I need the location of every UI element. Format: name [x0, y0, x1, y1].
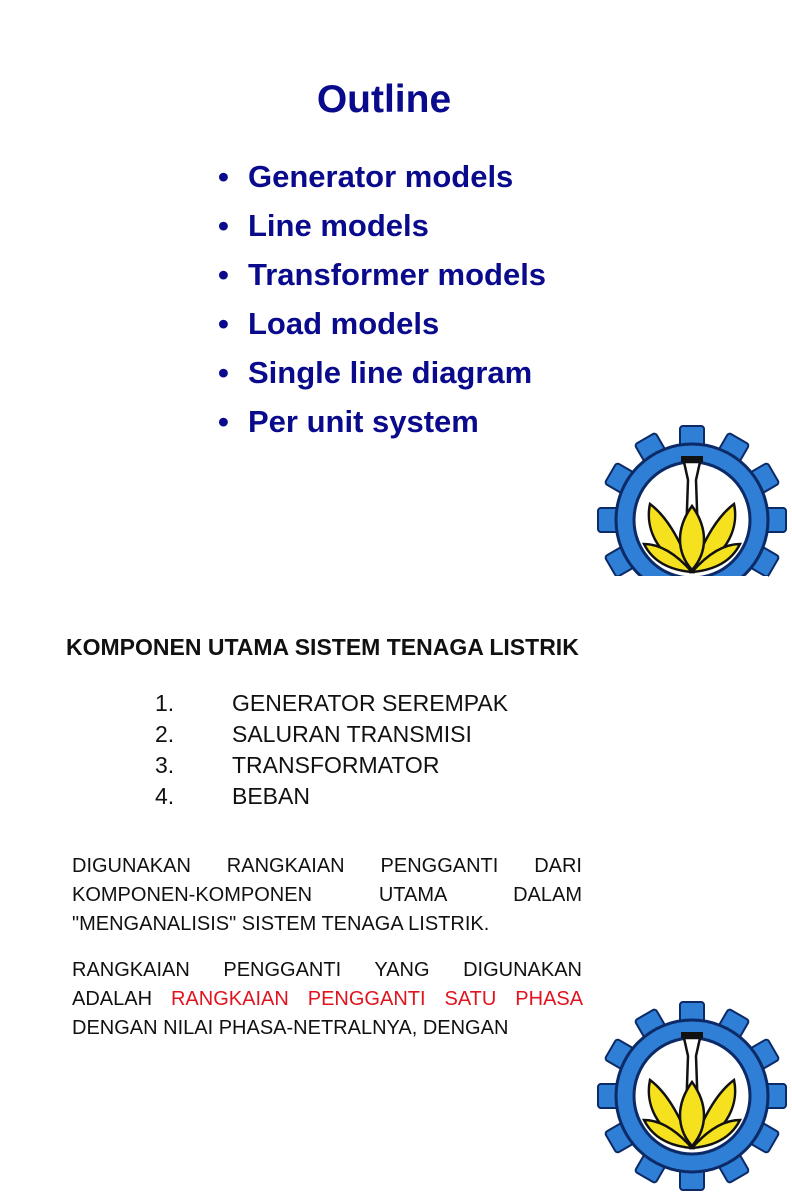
- list-item: 2. SALURAN TRANSMISI: [155, 721, 472, 747]
- its-logo-icon: [592, 996, 792, 1196]
- paragraph-equivalent-circuit: RANGKAIAN PENGGANTI YANG DIGUNAKAN ADALAH RANGKAIAN PENGGANTI SATU PHASA DENGAN NILAI PHASA-NETRALNYA, DENGAN: [72, 959, 582, 1039]
- bullet-item: • Load models: [218, 299, 546, 348]
- bullet-glyph: •: [218, 208, 229, 243]
- bullet-glyph: •: [218, 355, 229, 390]
- bullet-glyph: •: [218, 257, 229, 292]
- bullet-glyph: •: [218, 404, 229, 439]
- paragraph-analysis: DIGUNAKAN RANGKAIAN PENGGANTI DARI KOMPONEN-KOMPONEN UTAMA DALAM "MENGANALISIS" SISTEM TENAGA LISTRIK.: [72, 855, 582, 935]
- list-item: 4. BEBAN: [155, 783, 310, 809]
- slide-outline: [0, 0, 768, 576]
- bullet-item: • Single line diagram: [218, 348, 546, 397]
- slide-title: Outline: [316, 78, 452, 121]
- bullet-item: • Line models: [218, 201, 546, 250]
- slide-heading: KOMPONEN UTAMA SISTEM TENAGA LISTRIK: [66, 634, 579, 660]
- bullet-item: • Per unit system: [218, 397, 546, 446]
- bullet-glyph: •: [218, 306, 229, 341]
- bullet-glyph: •: [218, 159, 229, 194]
- bullet-item: • Generator models: [218, 152, 546, 201]
- list-item: 3. TRANSFORMATOR: [155, 752, 440, 778]
- bullet-item: • Transformer models: [218, 250, 546, 299]
- component-list: [155, 688, 508, 812]
- highlight-text: RANGKAIAN PENGGANTI SATU PHASA: [170, 988, 582, 1010]
- list-item: 1. GENERATOR SEREMPAK: [155, 690, 509, 716]
- outline-bullet-list: [218, 152, 546, 446]
- slide-komponen: [0, 576, 768, 1039]
